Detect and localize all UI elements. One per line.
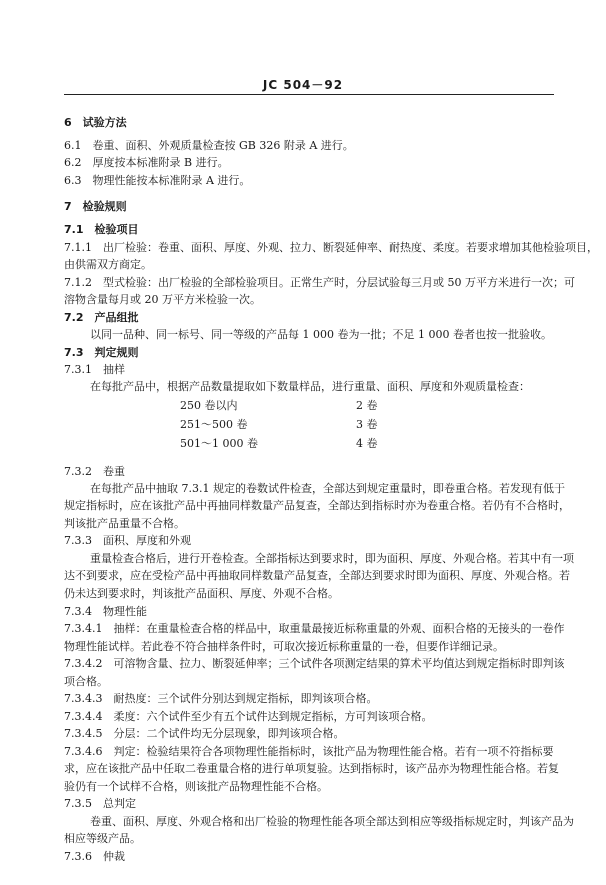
- sample-table-row: [180, 418, 378, 431]
- clause-7-3-4-2-line-1: 7.3.4.2 可溶物含量、拉力、断裂延伸率；三个试件各项测定结果的算术平均值达到规定指标时即判该: [64, 657, 565, 670]
- clause-7-3-3-line-1: 重量检查合格后，进行开卷检查。全部指标达到要求时，即为面积、厚度、外观合格。若其中有一项: [90, 552, 574, 565]
- clause-7-3-3-line-3: 仍未达到要求时，判该批产品面积、厚度、外观不合格。: [64, 587, 339, 600]
- clause-6-2: 6.2 厚度按本标准附录 B 进行。: [64, 156, 229, 169]
- clause-7-3-5-line-1: 卷重、面积、厚度、外观合格和出厂检验的物理性能各项全部达到相应等级指标规定时，判该产品为: [90, 815, 574, 828]
- page-header: JC 504－92: [262, 78, 344, 92]
- clause-7-3-4-6-line-2: 求，应在该批产品中任取二卷重量合格的进行单项复验。达到指标时，该产品亦为物理性能合格。若复: [64, 762, 559, 775]
- clause-7-3-2-line-3: 判该批产品重量不合格。: [64, 517, 185, 530]
- sample-count: 3 卷: [356, 418, 378, 431]
- clause-7-3-4-6-line-1: 7.3.4.6 判定：检验结果符合各项物理性能指标时，该批产品为物理性能合格。若有一项不符指标要: [64, 745, 554, 758]
- sample-range: 501～1 000 卷: [180, 437, 258, 450]
- clause-7-3-4-6-line-3: 验仍有一个试样不合格，则该批产品物理性能不合格。: [64, 780, 328, 793]
- clause-7-3-4-3: 7.3.4.3 耐热度：三个试件分别达到规定指标，即判该项合格。: [64, 692, 378, 705]
- clause-6-1: 6.1 卷重、面积、外观质量检查按 GB 326 附录 A 进行。: [64, 139, 354, 152]
- clause-7-3-1-text: 在每批产品中，根据产品数量提取如下数量样品，进行重量、面积、厚度和外观质量检查：: [90, 380, 530, 393]
- clause-7-1-2-line-1: 7.1.2 型式检验：出厂检验的全部检验项目。正常生产时，分层试验每三月或 50 万平方米进行一次；可: [64, 276, 575, 289]
- clause-7-2-text: 以同一品种、同一标号、同一等级的产品每 1 000 卷为一批；不足 1 000 卷者也按一批验收。: [90, 328, 552, 341]
- clause-7-1-2-line-2: 溶物含量每月或 20 万平方米检验一次。: [64, 293, 261, 306]
- sample-table-row: [180, 437, 378, 450]
- sample-count: 2 卷: [356, 399, 378, 412]
- clause-7-3-5-heading: 7.3.5 总判定: [64, 797, 136, 810]
- clause-7-3-4-4: 7.3.4.4 柔度：六个试件至少有五个试件达到规定指标，方可判该项合格。: [64, 710, 433, 723]
- clause-7-3-4-2-line-2: 项合格。: [64, 675, 108, 688]
- clause-7-3-2-heading: 7.3.2 卷重: [64, 465, 125, 478]
- clause-7-1-1-line-2: 由供需双方商定。: [64, 258, 152, 271]
- sample-range: 250 卷以内: [180, 399, 238, 412]
- clause-7-1-1-line-1: 7.1.1 出厂检验：卷重、面积、厚度、外观、拉力、断裂延伸率、耐热度、柔度。若要求增加其他检验项目，: [64, 241, 598, 254]
- sample-range: 251～500 卷: [180, 418, 248, 431]
- clause-7-3-heading: 7.3 判定规则: [64, 346, 139, 359]
- clause-7-3-3-line-2: 达不到要求，应在受检产品中再抽取同样数量产品复查，全部达到要求时即为面积、厚度、外观合格。若: [64, 569, 570, 582]
- clause-7-3-3-heading: 7.3.3 面积、厚度和外观: [64, 534, 191, 547]
- clause-7-3-4-5: 7.3.4.5 分层：二个试件均无分层现象，即判该项合格。: [64, 727, 345, 740]
- clause-6-3: 6.3 物理性能按本标准附录 A 进行。: [64, 174, 251, 187]
- clause-7-1-heading: 7.1 检验项目: [64, 223, 139, 236]
- sample-count: 4 卷: [356, 437, 378, 450]
- clause-7-3-2-line-2: 规定指标时，应在该批产品中再抽同样数量产品复查，全部达到指标时亦为卷重合格。若仍有不合格时，: [64, 499, 570, 512]
- clause-7-3-6-heading: 7.3.6 仲裁: [64, 850, 125, 863]
- clause-7-2-heading: 7.2 产品组批: [64, 311, 139, 324]
- clause-7-3-5-line-2: 相应等级产品。: [64, 832, 141, 845]
- clause-7-3-4-heading: 7.3.4 物理性能: [64, 605, 147, 618]
- sample-table-row: [180, 399, 378, 412]
- header-rule: [64, 94, 554, 95]
- section-6-heading: 6 试验方法: [64, 116, 127, 129]
- clause-7-3-1-heading: 7.3.1 抽样: [64, 363, 125, 376]
- section-7-heading: 7 检验规则: [64, 200, 127, 213]
- clause-7-3-4-1-line-2: 物理性能试样。若此卷不符合抽样条件时，可取次接近标称重量的一卷，但要作详细记录。: [64, 640, 504, 653]
- clause-7-3-4-1-line-1: 7.3.4.1 抽样：在重量检查合格的样品中，取重量最接近标称重量的外观、面积合格的无接头的一卷作: [64, 622, 565, 635]
- clause-7-3-2-line-1: 在每批产品中抽取 7.3.1 规定的卷数试件检查，全部达到规定重量时，即卷重合格。若发现有低于: [90, 482, 565, 495]
